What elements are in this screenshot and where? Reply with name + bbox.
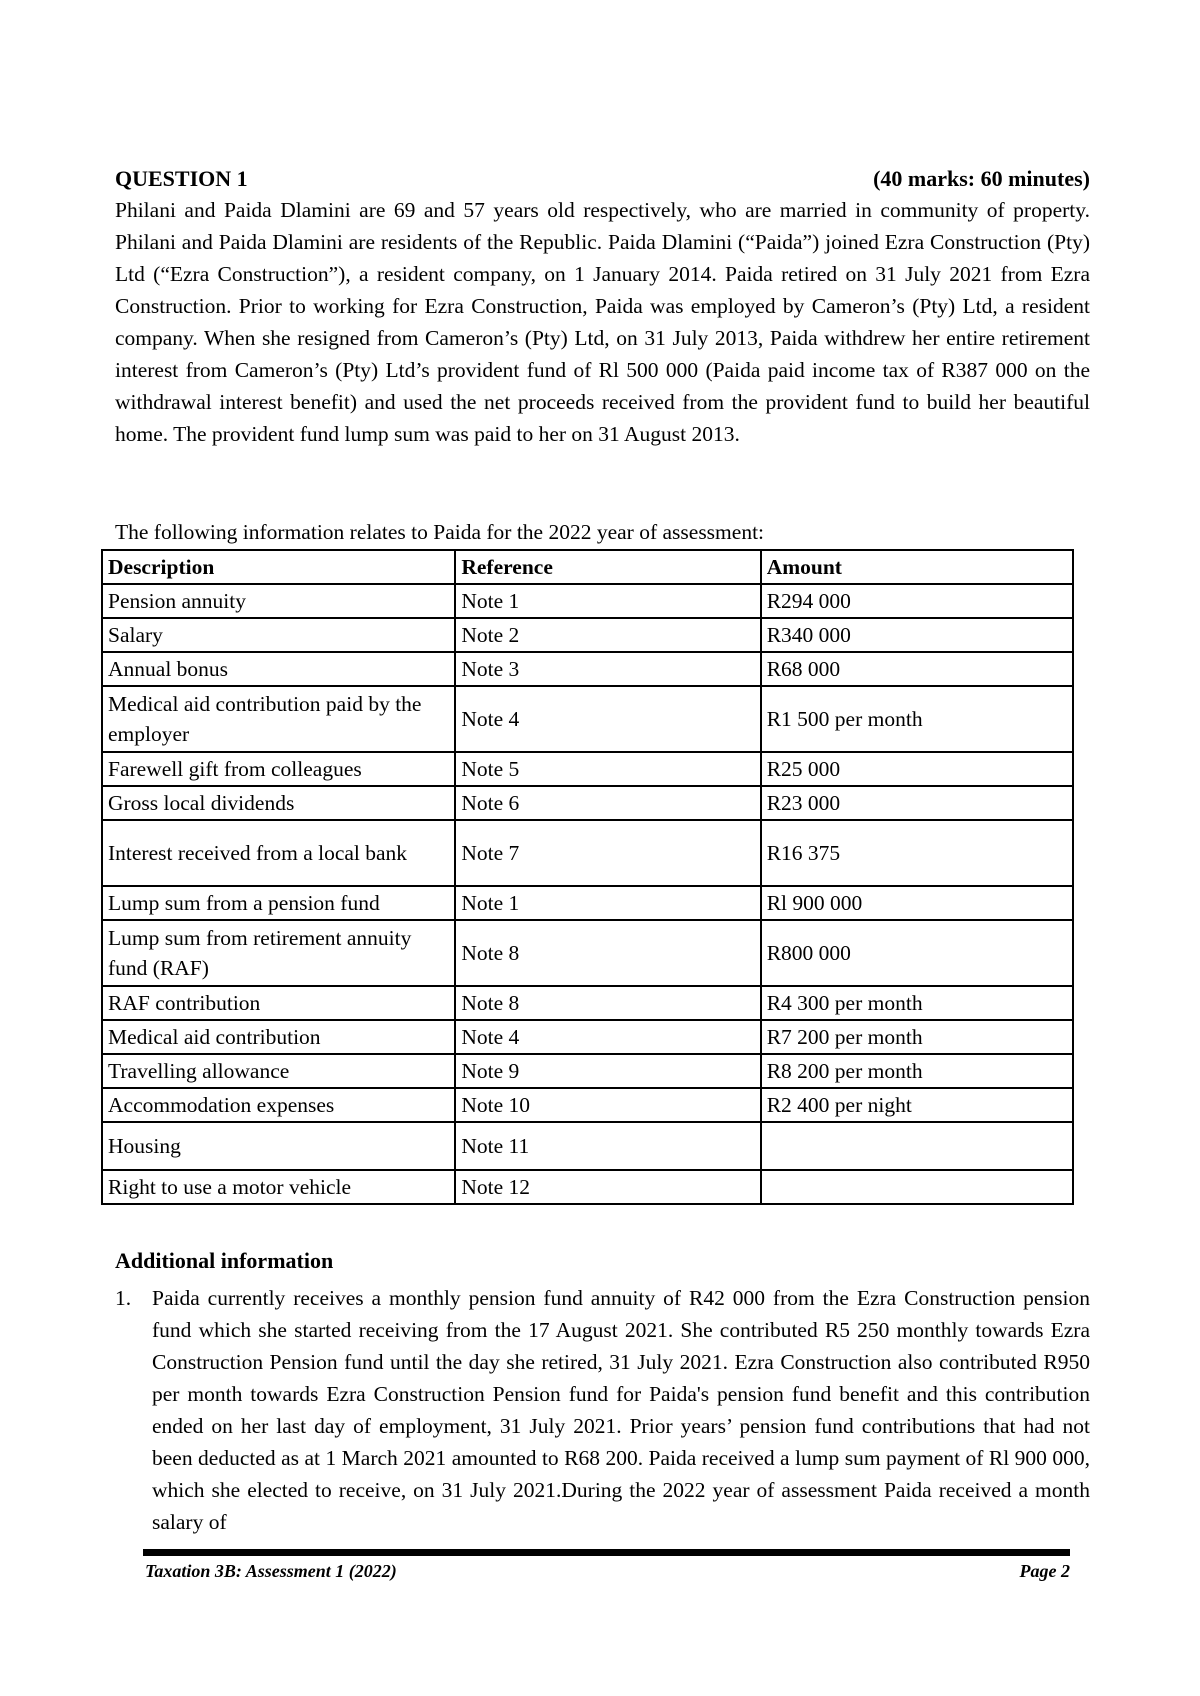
table-row <box>102 584 1073 618</box>
table-row <box>102 686 1073 752</box>
cell-amount: R4 300 per month <box>761 986 1073 1020</box>
cell-description: Medical aid contribution paid by the employer <box>102 686 455 752</box>
question-title: QUESTION 1 <box>115 166 248 191</box>
table-row <box>102 820 1073 886</box>
cell-description: Accommodation expenses <box>102 1088 455 1122</box>
cell-amount: R340 000 <box>761 618 1073 652</box>
cell-reference: Note 12 <box>455 1170 760 1204</box>
cell-amount: R68 000 <box>761 652 1073 686</box>
header-reference: Reference <box>455 550 760 584</box>
table-header-row <box>102 550 1073 584</box>
cell-amount: R1 500 per month <box>761 686 1073 752</box>
table-row <box>102 986 1073 1020</box>
cell-amount: R2 400 per night <box>761 1088 1073 1122</box>
cell-reference: Note 9 <box>455 1054 760 1088</box>
cell-description: Farewell gift from colleagues <box>102 752 455 786</box>
table-row <box>102 652 1073 686</box>
table-row <box>102 920 1073 986</box>
cell-amount: R800 000 <box>761 920 1073 986</box>
header-amount: Amount <box>761 550 1073 584</box>
cell-reference: Note 4 <box>455 1020 760 1054</box>
cell-reference: Note 1 <box>455 584 760 618</box>
table-row <box>102 1054 1073 1088</box>
information-table <box>101 549 1074 1205</box>
cell-amount: R8 200 per month <box>761 1054 1073 1088</box>
table-row <box>102 1122 1073 1170</box>
cell-description: Lump sum from a pension fund <box>102 886 455 920</box>
cell-reference: Note 11 <box>455 1122 760 1170</box>
table-row <box>102 618 1073 652</box>
table-row <box>102 886 1073 920</box>
cell-reference: Note 3 <box>455 652 760 686</box>
cell-description: Annual bonus <box>102 652 455 686</box>
header-description: Description <box>102 550 455 584</box>
cell-amount <box>761 1170 1073 1204</box>
cell-reference: Note 8 <box>455 920 760 986</box>
additional-info-title: Additional information <box>115 1248 334 1273</box>
cell-amount <box>761 1122 1073 1170</box>
footer-page-number: Page 2 <box>1019 1561 1070 1581</box>
cell-description: Lump sum from retirement annuity fund (RAF) <box>102 920 455 986</box>
table-row <box>102 1020 1073 1054</box>
footer-course: Taxation 3B: Assessment 1 (2022) <box>145 1561 397 1581</box>
cell-description: Right to use a motor vehicle <box>102 1170 455 1204</box>
cell-reference: Note 8 <box>455 986 760 1020</box>
cell-description: Gross local dividends <box>102 786 455 820</box>
list-item-number: 1. <box>115 1286 132 1310</box>
footer-divider <box>143 1549 1070 1556</box>
cell-amount: R16 375 <box>761 820 1073 886</box>
cell-description: Pension annuity <box>102 584 455 618</box>
cell-description: Travelling allowance <box>102 1054 455 1088</box>
cell-description: Medical aid contribution <box>102 1020 455 1054</box>
cell-description: Interest received from a local bank <box>102 820 455 886</box>
cell-amount: R25 000 <box>761 752 1073 786</box>
cell-reference: Note 2 <box>455 618 760 652</box>
cell-reference: Note 7 <box>455 820 760 886</box>
cell-reference: Note 4 <box>455 686 760 752</box>
list-item-text: Paida currently receives a monthly pension fund annuity of R42 000 from the Ezra Construction pension fund which she started receiving from the 17 August 2021. She contributed R5 250 monthly towards Ezra Construction Pension fund until the day she retired, 31 July 2021. Ezra Construction also contributed R950 per month towards Ezra Construction Pension fund for Paida's pension fund benefit and this contribution ended on her last day of employment, 31 July 2021. Prior years’ pension fund contributions that had not been deducted as at 1 March 2021 amounted to R68 200. Paida received a lump sum payment of Rl 900 000, which she elected to receive, on 31 July 2021.During the 2022 year of assessment Paida received a month salary of <box>152 1286 1090 1534</box>
cell-amount: R23 000 <box>761 786 1073 820</box>
table-row <box>102 786 1073 820</box>
cell-reference: Note 6 <box>455 786 760 820</box>
cell-description: RAF contribution <box>102 986 455 1020</box>
cell-reference: Note 10 <box>455 1088 760 1122</box>
cell-amount: R294 000 <box>761 584 1073 618</box>
cell-amount: R7 200 per month <box>761 1020 1073 1054</box>
cell-reference: Note 1 <box>455 886 760 920</box>
intro-paragraph: Philani and Paida Dlamini are 69 and 57 years old respectively, who are married in community of property. Philani and Paida Dlamini are residents of the Republic. Paida Dlamini (“Paida”) joined Ezra Construction (Pty) Ltd (“Ezra Construction”), a resident company, on 1 January 2014. Paida retired on 31 July 2021 from Ezra Construction. Prior to working for Ezra Construction, Paida was employed by Cameron’s (Pty) Ltd, a resident company. When she resigned from Cameron’s (Pty) Ltd, on 31 July 2013, Paida withdrew her entire retirement interest from Cameron’s (Pty) Ltd’s provident fund of Rl 500 000 (Paida paid income tax of R387 000 on the withdrawal interest benefit) and used the net proceeds received from the provident fund to build her beautiful home. The provident fund lump sum was paid to her on 31 August 2013. <box>115 198 1090 446</box>
table-row <box>102 752 1073 786</box>
cell-reference: Note 5 <box>455 752 760 786</box>
cell-description: Salary <box>102 618 455 652</box>
cell-description: Housing <box>102 1122 455 1170</box>
table-row <box>102 1170 1073 1204</box>
cell-amount: Rl 900 000 <box>761 886 1073 920</box>
list-item <box>115 1282 1090 1538</box>
question-marks: (40 marks: 60 minutes) <box>873 166 1090 191</box>
question-header <box>115 166 1090 196</box>
table-intro: The following information relates to Paida for the 2022 year of assessment: <box>115 520 765 544</box>
table-row <box>102 1088 1073 1122</box>
